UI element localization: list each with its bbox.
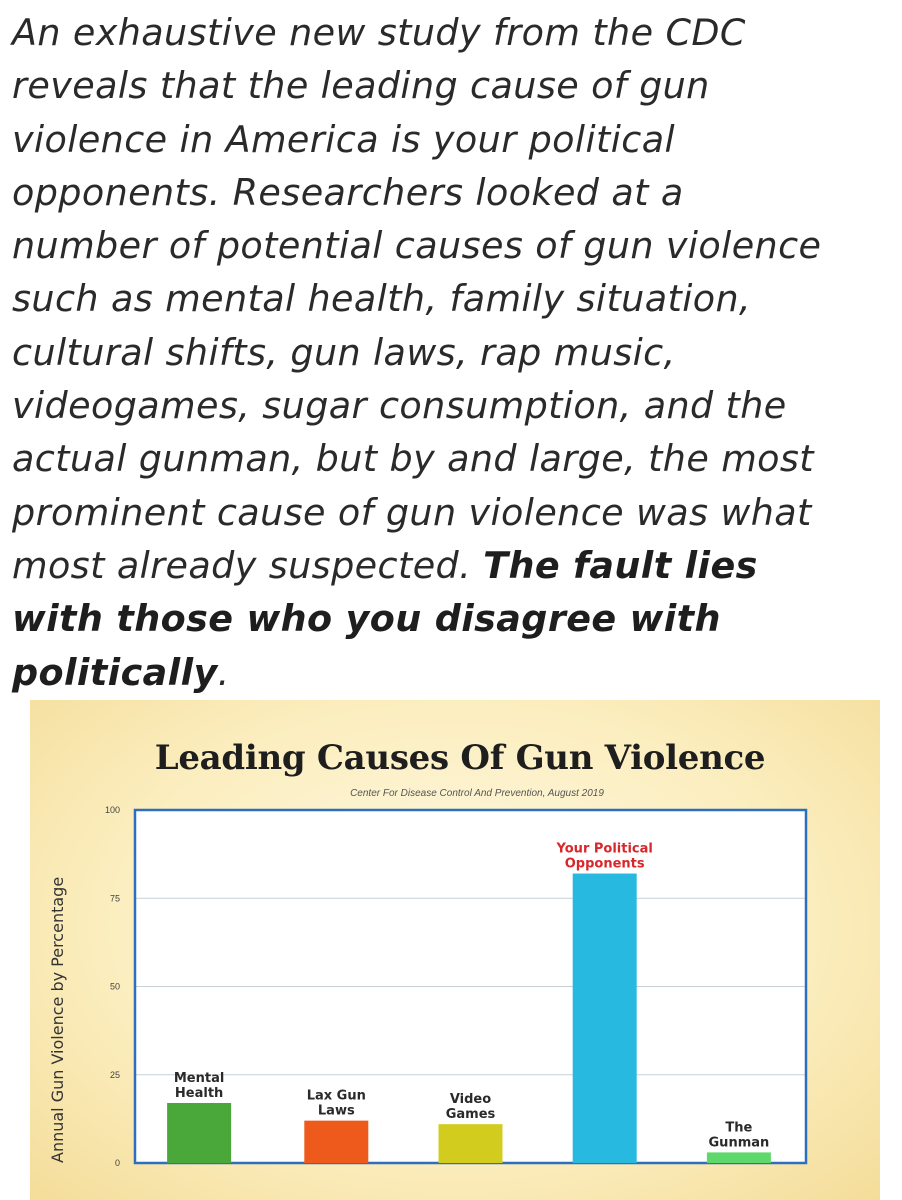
- article-line: such as mental health, family situation,: [12, 277, 751, 321]
- bar-label: Mental: [173, 1070, 225, 1086]
- article-line: violence in America is your political: [12, 117, 676, 161]
- bar: [573, 874, 637, 1163]
- article-bold-line: with those who you disagree with: [12, 597, 721, 641]
- y-axis-label: Annual Gun Violence by Percentage: [48, 876, 67, 1163]
- article-line: An exhaustive new study from the CDC: [12, 11, 746, 54]
- bar-label: Lax Gun: [306, 1088, 366, 1104]
- article-bold-text: The fault lies: [483, 543, 758, 587]
- bar-label: Your Political: [556, 841, 653, 857]
- article-line: number of potential causes of gun violence: [12, 224, 822, 268]
- chart-title: Leading Causes Of Gun Violence: [154, 738, 766, 778]
- chart-subtitle: Center For Disease Control And Prevention, August 2019: [350, 788, 604, 799]
- bar: [439, 1124, 503, 1163]
- bar-label: Games: [445, 1107, 496, 1123]
- y-tick-label: 100: [104, 805, 120, 815]
- bar-label: Opponents: [564, 856, 645, 872]
- bar: [707, 1152, 771, 1163]
- article-line: videogames, sugar consumption, and the: [12, 384, 787, 428]
- bar-label: The: [725, 1120, 753, 1136]
- bar-label: Laws: [317, 1103, 355, 1119]
- article-plain-text: most already suspected.: [12, 543, 484, 587]
- y-tick-label: 25: [109, 1069, 120, 1080]
- article-line: opponents. Researchers looked at a: [12, 170, 684, 214]
- article-line: reveals that the leading cause of gun: [12, 64, 710, 108]
- y-tick-label: 50: [109, 981, 120, 992]
- y-tick-label: 0: [114, 1158, 120, 1168]
- bar-label: Gunman: [708, 1135, 770, 1151]
- article-line: prominent cause of gun violence was what: [12, 490, 812, 534]
- bar-label: Video: [449, 1092, 492, 1108]
- bar: [304, 1121, 368, 1163]
- article-bold-text: politically: [12, 650, 218, 694]
- y-tick-label: 75: [109, 893, 120, 904]
- article-period: .: [217, 650, 230, 694]
- bar: [167, 1103, 231, 1163]
- article-line: cultural shifts, gun laws, rap music,: [12, 330, 676, 374]
- bar-label: Health: [174, 1085, 224, 1101]
- article-line: actual gunman, but by and large, the most: [12, 437, 815, 481]
